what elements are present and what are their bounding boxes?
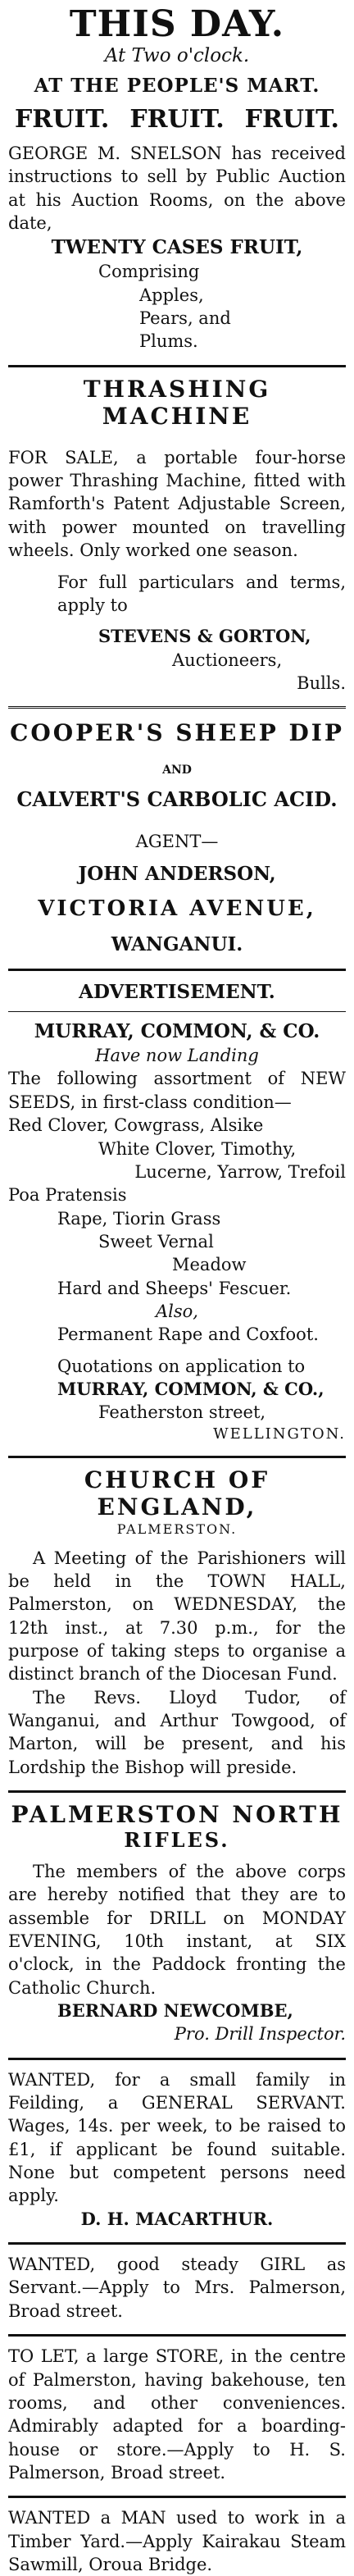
ad-role: Pro. Drill Inspector. — [174, 2024, 346, 2045]
ad-title2: CALVERT'S CARBOLIC ACID. — [16, 787, 338, 812]
ad-also: Also, — [156, 1301, 198, 1321]
ad-place: Bulls. — [297, 672, 346, 693]
ad-place: PALMERSTON. — [116, 1521, 238, 1537]
ad-landing: Have now Landing — [95, 1046, 259, 1066]
ad-heading: ADVERTISEMENT. — [79, 981, 275, 1004]
ad-item: Plums. — [139, 331, 198, 352]
ad-title: PALMERSTON NORTH — [11, 1800, 343, 1828]
ad-to-let — [8, 2345, 346, 2484]
ad-lot: TWENTY CASES FRUIT, — [51, 236, 303, 259]
ad-sheep-dip — [8, 719, 346, 957]
seed-line: Permanent Rape and Coxfoot. — [57, 1324, 319, 1345]
ad-body: GEORGE M. SNELSON has received instructions to sell by Public Auction at his Auction Rooms, on the above date, — [8, 144, 346, 234]
divider — [8, 1011, 346, 1012]
ad-title: COOPER'S SHEEP DIP — [10, 719, 344, 747]
ad-wanted-girl — [8, 2253, 346, 2323]
seed-line: White Clover, Timothy, — [98, 1138, 297, 1159]
seed-line: Red Clover, Cowgrass, Alsike — [8, 1115, 264, 1136]
ad-sig: Featherston street, — [98, 1402, 266, 1423]
divider — [8, 2058, 346, 2060]
seed-line: Lucerne, Yarrow, Trefoil — [134, 1161, 346, 1182]
ad-body: TO LET, a large STORE, in the centre of Palmerston, having bakehouse, ten rooms, and other conveniences. Admirably adapted for a boarding-house or store.—Apply to H. S. Palmerson, Broad street. — [8, 2346, 346, 2483]
ad-title2: RIFLES. — [124, 1827, 230, 1852]
divider — [8, 2242, 346, 2245]
divider — [8, 365, 346, 367]
ad-body: FOR SALE, a portable four-horse power Thrashing Machine, fitted with Ramforth's Patent Adjustable Screen, with power mounted on travelling wheels. Only worked one season. — [8, 447, 346, 561]
seed-line: Hard and Sheeps' Fescuer. — [57, 1278, 292, 1298]
seed-line: Rape, Tiorin Grass — [57, 1208, 221, 1229]
ad-wanted-man — [8, 2506, 346, 2576]
ad-title: THIS DAY. — [69, 3, 285, 45]
fruit-word: FRUIT. — [129, 105, 225, 134]
divider — [8, 2334, 346, 2337]
ad-town: WANGANUI. — [111, 933, 243, 955]
fruit-headline — [8, 105, 346, 134]
divider — [8, 706, 346, 711]
newspaper-column — [0, 3, 354, 2576]
ad-street: VICTORIA AVENUE, — [38, 896, 316, 921]
ad-body: A Meeting of the Parishioners will be held in the TOWN HALL, Palmerston, on WEDNESDAY, the 12th inst., at 7.30 p.m., for the purpose of taking steps to organise a distinct branch of the Diocesan Fund. — [8, 1548, 346, 1685]
ad-title: THRASHING MACHINE — [83, 375, 271, 430]
ad-title: CHURCH OF ENGLAND, — [84, 1466, 270, 1521]
ad-body: WANTED, good steady GIRL as Servant.—Apply to Mrs. Palmerson, Broad street. — [8, 2255, 346, 2321]
ad-comprising: Comprising — [98, 262, 200, 282]
ad-and: AND — [162, 764, 192, 777]
seed-line: Poa Pratensis — [8, 1185, 127, 1206]
ad-time: At Two o'clock. — [104, 45, 250, 66]
divider — [8, 1456, 346, 1458]
divider — [8, 969, 346, 971]
ad-thrashing-machine — [8, 376, 346, 695]
fruit-word: FRUIT. — [244, 105, 339, 134]
seed-line: Sweet Vernal — [98, 1231, 214, 1252]
divider — [8, 2496, 346, 2498]
ad-agent: AGENT— — [135, 831, 219, 851]
ad-rifles — [8, 1801, 346, 2046]
ad-body: WANTED a MAN used to work in a Timber Yard.—Apply Kairakau Steam Sawmill, Oroua Bridge. — [8, 2508, 346, 2574]
ad-body: The members of the above corps are hereby notified that they are to assemble for DRILL on MONDAY EVENING, 10th instant, at SIX o'clock, in the Paddock fronting the Catholic Church. — [8, 1861, 346, 1998]
fruit-word: FRUIT. — [15, 105, 110, 134]
ad-venue: AT THE PEOPLE'S MART. — [34, 75, 320, 97]
ad-name: BERNARD NEWCOMBE, — [57, 2000, 293, 2022]
seed-line: Meadow — [172, 1255, 247, 1275]
ad-new-seeds — [8, 979, 346, 1444]
ad-firm: STEVENS & GORTON, — [98, 626, 311, 647]
ad-quote: Quotations on application to — [57, 1356, 306, 1376]
ad-auction-fruit — [8, 3, 346, 353]
ad-body: The following assortment of NEW SEEDS, in first-class condition— — [8, 1069, 346, 1112]
ad-item: Apples, — [139, 285, 204, 305]
ad-wanted-servant — [8, 2068, 346, 2231]
ad-role: Auctioneers, — [172, 650, 283, 670]
ad-apply: For full particulars and terms, apply to — [57, 572, 346, 615]
ad-item: Pears, and — [139, 308, 231, 329]
ad-sig: WELLINGTON. — [213, 1425, 346, 1443]
divider — [8, 1790, 346, 1793]
ad-sig: MURRAY, COMMON, & CO., — [57, 1378, 324, 1399]
ad-name: JOHN ANDERSON, — [78, 862, 276, 885]
ad-body: The Revs. Lloyd Tudor, of Wanganui, and Arthur Towgood, of Marton, will be present, and his Lordship the Bishop will preside. — [8, 1687, 346, 1777]
ad-name: D. H. MACARTHUR. — [80, 2208, 274, 2229]
ad-body: WANTED, for a small family in Feilding, a GENERAL SERVANT. Wages, 14s. per week, to be raised to £1, if applicant be found suitable. None but competent persons need apply. — [8, 2069, 346, 2206]
ad-church — [8, 1466, 346, 1779]
ad-firm: MURRAY, COMMON, & CO. — [34, 1020, 320, 1043]
